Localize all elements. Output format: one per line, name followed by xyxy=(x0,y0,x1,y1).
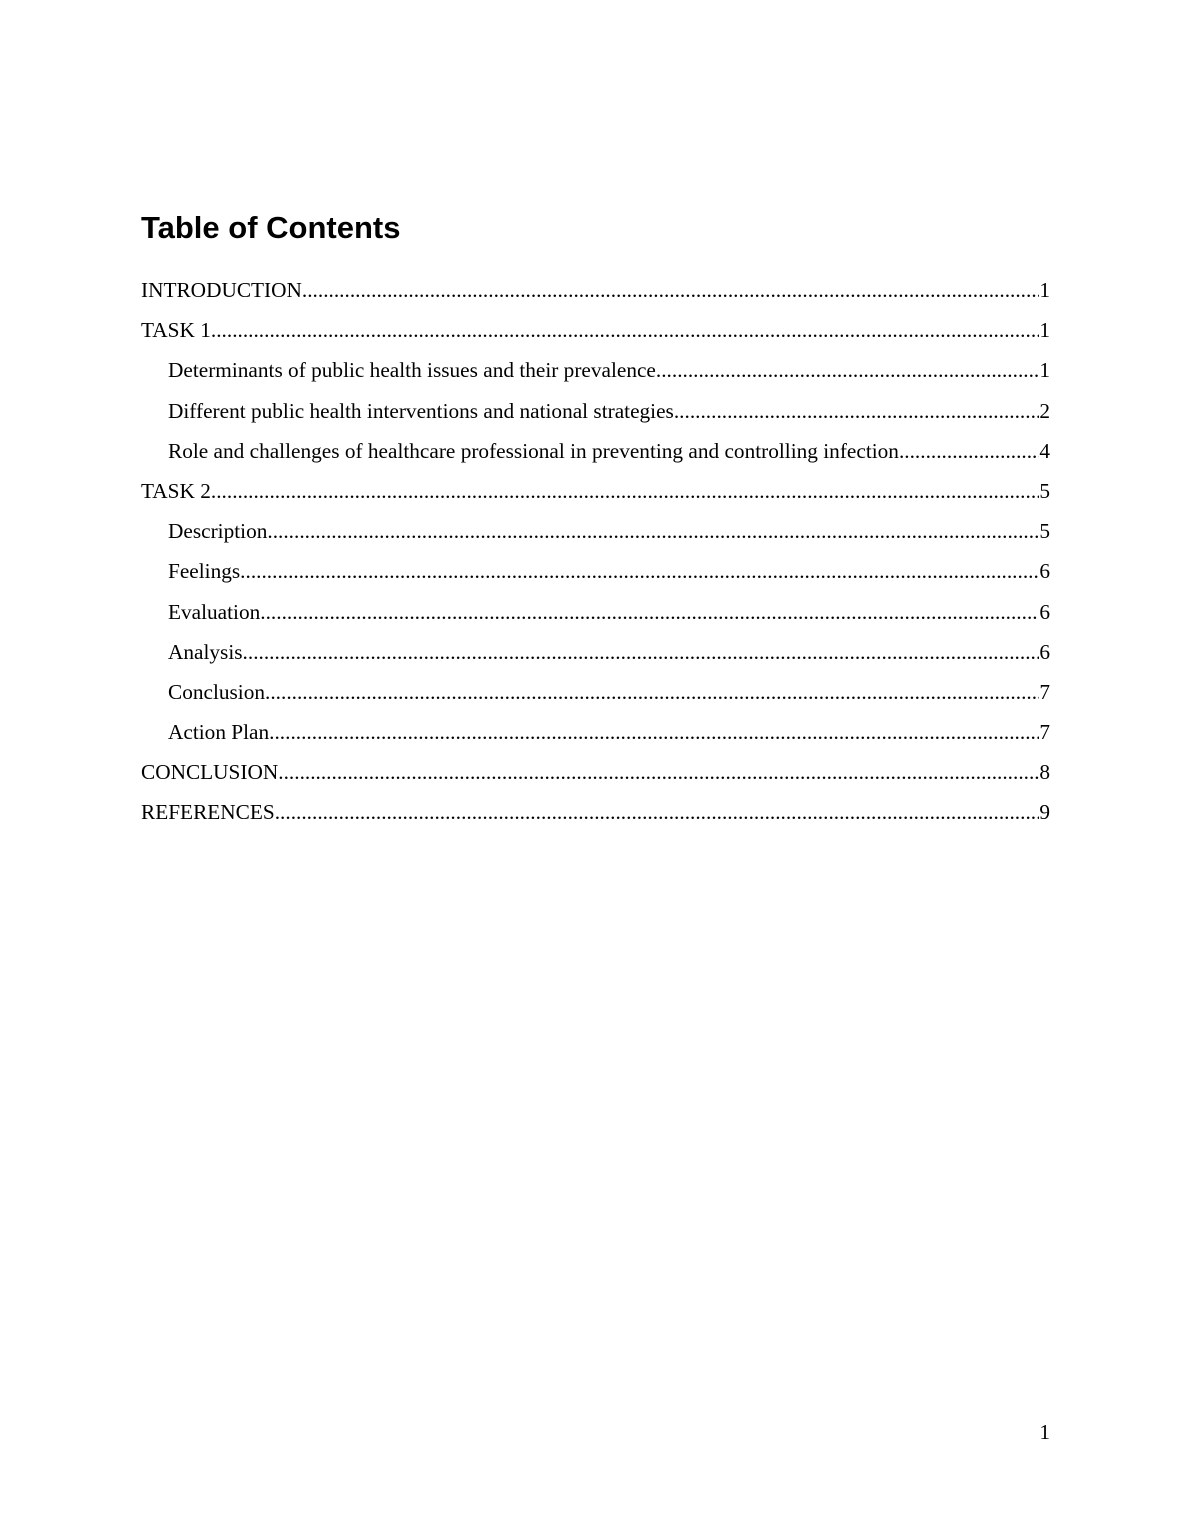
toc-entry-task-1[interactable] xyxy=(141,310,1050,350)
toc-dot-leader xyxy=(267,511,1039,551)
toc-dot-leader xyxy=(656,350,1039,390)
toc-entry-label: Role and challenges of healthcare professional in preventing and controlling infection xyxy=(168,438,899,463)
toc-entry-analysis[interactable] xyxy=(141,632,1050,672)
toc-entry-conclusion[interactable] xyxy=(141,752,1050,792)
toc-entry-page: 1 xyxy=(1039,318,1050,343)
toc-entry-page: 4 xyxy=(1039,438,1050,463)
toc-entry-label: Evaluation xyxy=(168,599,261,624)
toc-entry-label: Analysis xyxy=(168,639,243,664)
toc-dot-leader xyxy=(260,592,1039,632)
toc-entry-action-plan[interactable] xyxy=(141,712,1050,752)
toc-entry-page: 5 xyxy=(1039,478,1050,503)
toc-dot-leader xyxy=(302,270,1039,310)
toc-entry-label: CONCLUSION xyxy=(141,760,279,785)
toc-entry-label: Action Plan xyxy=(168,720,270,745)
toc-entry-evaluation[interactable] xyxy=(141,592,1050,632)
toc-entry-page: 7 xyxy=(1039,720,1050,745)
toc-entry-label: TASK 2 xyxy=(141,478,211,503)
toc-dot-leader xyxy=(243,632,1040,672)
toc-entry-determinants[interactable] xyxy=(141,350,1050,390)
toc-entry-role-and-challenges[interactable] xyxy=(141,431,1050,471)
toc-list xyxy=(141,270,1050,833)
toc-entry-label: Conclusion xyxy=(168,679,266,704)
toc-dot-leader xyxy=(278,752,1039,792)
toc-entry-label: REFERENCES xyxy=(141,800,275,825)
toc-entry-page: 5 xyxy=(1039,519,1050,544)
toc-entry-references[interactable] xyxy=(141,792,1050,832)
toc-dot-leader xyxy=(269,712,1039,752)
toc-entry-label: Feelings xyxy=(168,559,241,584)
toc-dot-leader xyxy=(899,431,1039,471)
toc-entry-page: 1 xyxy=(1039,278,1050,302)
toc-dot-leader xyxy=(211,310,1039,350)
toc-entry-description[interactable] xyxy=(141,511,1050,551)
toc-entry-label: TASK 1 xyxy=(141,318,211,343)
toc-dot-leader xyxy=(265,672,1039,712)
toc-entry-feelings[interactable] xyxy=(141,551,1050,591)
toc-entry-page: 7 xyxy=(1039,679,1050,704)
toc-dot-leader xyxy=(674,391,1040,431)
toc-entry-label: INTRODUCTION xyxy=(141,278,302,302)
toc-entry-label: Different public health interventions and national strategies xyxy=(168,398,674,423)
toc-dot-leader xyxy=(211,471,1039,511)
toc-entry-page: 6 xyxy=(1039,639,1050,664)
toc-dot-leader xyxy=(275,792,1040,832)
toc-entry-label: Determinants of public health issues and their prevalence xyxy=(168,358,656,383)
toc-entry-page: 6 xyxy=(1039,599,1050,624)
toc-entry-introduction[interactable] xyxy=(141,270,1050,310)
toc-entry-conclusion-sub[interactable] xyxy=(141,672,1050,712)
toc-entry-interventions[interactable] xyxy=(141,391,1050,431)
toc-entry-page: 8 xyxy=(1039,760,1050,785)
toc-entry-task-2[interactable] xyxy=(141,471,1050,511)
toc-entry-page: 2 xyxy=(1039,398,1050,423)
footer-page-number: 1 xyxy=(1039,1420,1050,1444)
toc-title: Table of Contents xyxy=(141,210,401,245)
toc-entry-page: 6 xyxy=(1039,559,1050,584)
toc-dot-leader xyxy=(240,551,1039,591)
toc-entry-page: 9 xyxy=(1039,800,1050,825)
toc-entry-label: Description xyxy=(168,519,268,544)
toc-entry-page: 1 xyxy=(1039,358,1050,383)
